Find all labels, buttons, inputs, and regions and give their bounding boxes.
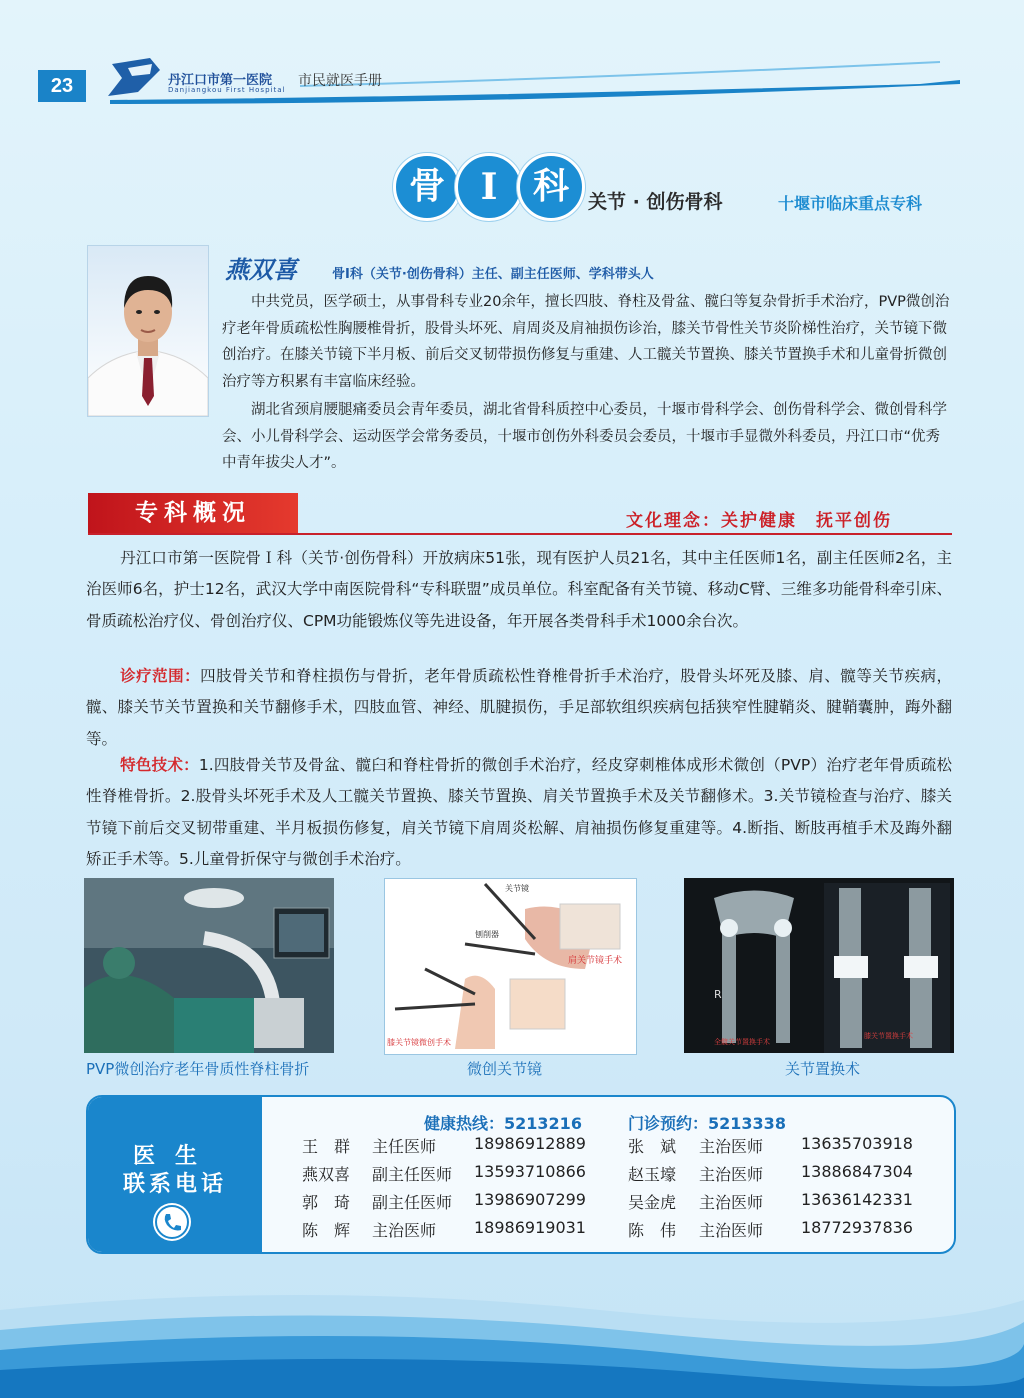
contact-name: 陈 辉 bbox=[302, 1221, 351, 1240]
photo-caption-arthroscopy: 微创关节镜 bbox=[467, 1060, 543, 1078]
contact-name: 吴金虎 bbox=[628, 1193, 677, 1212]
bottom-wave-decoration bbox=[0, 1270, 1024, 1398]
dept-title-char-2: I bbox=[455, 153, 523, 221]
dept-title-char-3: 科 bbox=[517, 153, 585, 221]
page-number: 23 bbox=[38, 70, 86, 102]
doctor-title: 骨I科（关节·创伤骨科）主任、副主任医师、学科带头人 bbox=[332, 267, 654, 282]
contact-title: 副主任医师 bbox=[372, 1165, 453, 1184]
contact-name: 张 斌 bbox=[628, 1137, 677, 1156]
doctor-bio-p2: 湖北省颈肩腰腿痛委员会青年委员，湖北省骨科质控中心委员，十堰市骨科学会、创伤骨科学会、微创骨科学会、小儿骨科学会、运动医学会常务委员，十堰市创伤外科委员会委员，十堰市手显微外科委员，丹江口市“优秀中青年拔尖人才”。 bbox=[222, 402, 947, 471]
scope-text: 四肢骨关节和脊柱损伤与骨折，老年骨质疏松性脊椎骨折手术治疗，股骨头坏死及膝、肩、髋等关节疾病，髋、膝关节关节置换和关节翻修手术，四肢血管、神经、肌腱损伤，手足部软组织疾病包括狭窄性腱鞘炎、腱鞘囊肿，踇外翻等。 bbox=[86, 667, 952, 748]
contact-phone: 13986907299 bbox=[474, 1190, 586, 1209]
contact-label-phone: 联系电话 bbox=[122, 1172, 227, 1197]
scope-label: 诊疗范围： bbox=[120, 667, 201, 685]
tech-paragraph bbox=[86, 750, 952, 875]
hospital-logo-icon bbox=[108, 58, 160, 96]
contact-title: 副主任医师 bbox=[372, 1193, 453, 1212]
label-arthroscope: 关节镜 bbox=[505, 884, 529, 893]
contact-title: 主治医师 bbox=[699, 1193, 764, 1212]
banner-divider bbox=[88, 533, 952, 535]
doctor-name: 燕双喜 bbox=[225, 255, 297, 284]
photo-caption-pvp: PVP微创治疗老年骨质性脊柱骨折 bbox=[86, 1060, 310, 1078]
contact-label-panel bbox=[88, 1097, 262, 1252]
label-shoulder-scope: 肩关节镜手术 bbox=[568, 956, 623, 966]
hospital-name: 丹江口市第一医院 bbox=[168, 73, 273, 88]
contact-name: 陈 伟 bbox=[628, 1221, 677, 1240]
contact-label-doctor: 医生 bbox=[132, 1144, 217, 1169]
label-shaver: 刨削器 bbox=[475, 930, 499, 939]
culture-motto: 文化理念：关护健康 抚平创伤 bbox=[626, 511, 892, 531]
overview-paragraph: 丹江口市第一医院骨Ｉ科（关节·创伤骨科）开放病床51张，现有医护人员21名，其中主任医师1名，副主任医师2名，主治医师6名，护士12名，武汉大学中南医院骨科“专科联盟”成员单位。科室配备有关节镜、移动C臂、三维多功能骨科牵引床、骨质疏松治疗仪、骨创治疗仪、CPM功能锻炼仪等先进设备，年开展各类骨科手术1000余台次。 bbox=[86, 549, 952, 630]
tech-label: 特色技术： bbox=[120, 756, 199, 774]
handbook-title: 市民就医手册 bbox=[298, 73, 382, 89]
doctor-photo bbox=[87, 245, 209, 417]
label-hip-replacement: 全髋关节置换手术 bbox=[714, 1038, 770, 1046]
contact-title: 主治医师 bbox=[372, 1221, 437, 1240]
key-specialty-label: 十堰市临床重点专科 bbox=[778, 194, 923, 213]
tech-text: 1.四肢骨关节及骨盆、髋臼和脊柱骨折的微创手术治疗，经皮穿刺椎体成形术微创（PVP）治疗老年骨质疏松性脊椎骨折。2.股骨头坏死手术及人工髋关节置换、膝关节置换、肩关节置换手术及关节翻修术。3.关节镜检查与治疗、膝关节镜下前后交叉韧带重建、半月板损伤修复，肩关节镜下肩周炎松解、肩袖损伤修复重建等。4.断指、断肢再植手术及踇外翻矫正手术等。5.儿童骨折保守与微创手术治疗。 bbox=[86, 756, 952, 868]
contact-title: 主治医师 bbox=[699, 1137, 764, 1156]
doctor-bio-p1: 中共党员，医学硕士，从事骨科专业20余年，擅长四肢、脊柱及骨盆、髋臼等复杂骨折手术治疗，PVP微创治疗老年骨质疏松性胸腰椎骨折，股骨头坏死、肩周炎及肩袖损伤诊治，膝关节骨性关节炎阶梯性治疗，关节镜下微创治疗。在膝关节镜下半月板、前后交叉韧带损伤修复与重建、人工髋关节置换、膝关节置换手术和儿童骨折微创治疗等方积累有丰富临床经验。 bbox=[222, 294, 950, 390]
label-knee-scope: 膝关节镜微创手术 bbox=[387, 1038, 451, 1047]
contact-phone: 18986919031 bbox=[474, 1218, 586, 1237]
contact-title: 主任医师 bbox=[372, 1137, 437, 1156]
contact-name: 郭 琦 bbox=[302, 1193, 351, 1212]
label-knee-replacement: 膝关节置换手术 bbox=[864, 1032, 913, 1040]
appt-number: 5213338 bbox=[708, 1114, 786, 1133]
photo-pvp-surgery bbox=[84, 878, 334, 1053]
dept-title-char-1: 骨 bbox=[393, 153, 461, 221]
doctor-contact-box bbox=[86, 1095, 956, 1254]
header-decoration bbox=[0, 0, 1024, 110]
label-xray-r: R bbox=[714, 988, 722, 1001]
contact-phone: 13636142331 bbox=[801, 1190, 913, 1209]
contact-row bbox=[302, 1134, 350, 1157]
contact-phone: 18772937836 bbox=[801, 1218, 913, 1237]
appt-label: 门诊预约： bbox=[628, 1114, 709, 1133]
dept-subtitle: 关节 · 创伤骨科 bbox=[588, 191, 723, 213]
hospital-name-en: Danjiangkou First Hospital bbox=[168, 86, 286, 94]
contact-title: 主治医师 bbox=[699, 1221, 764, 1240]
section-banner: 专科概况 bbox=[88, 493, 298, 533]
contact-phone: 13635703918 bbox=[801, 1134, 913, 1153]
contact-phone: 13886847304 bbox=[801, 1162, 913, 1181]
phone-icon bbox=[153, 1203, 191, 1241]
contact-name: 王 群 bbox=[302, 1137, 351, 1156]
contact-name: 赵玉壕 bbox=[628, 1165, 677, 1184]
scope-paragraph bbox=[86, 661, 952, 755]
hotline-label: 健康热线： bbox=[424, 1114, 505, 1133]
contact-title: 主治医师 bbox=[699, 1165, 764, 1184]
photo-joint-xray bbox=[684, 878, 954, 1053]
contact-phone: 13593710866 bbox=[474, 1162, 586, 1181]
health-hotline bbox=[424, 1111, 582, 1134]
hotline-number: 5213216 bbox=[504, 1114, 582, 1133]
contact-phone: 18986912889 bbox=[474, 1134, 586, 1153]
photo-caption-joint: 关节置换术 bbox=[785, 1060, 861, 1078]
photo-arthroscopy bbox=[384, 878, 637, 1055]
appointment-line bbox=[628, 1111, 786, 1134]
contact-name: 燕双喜 bbox=[302, 1165, 351, 1184]
